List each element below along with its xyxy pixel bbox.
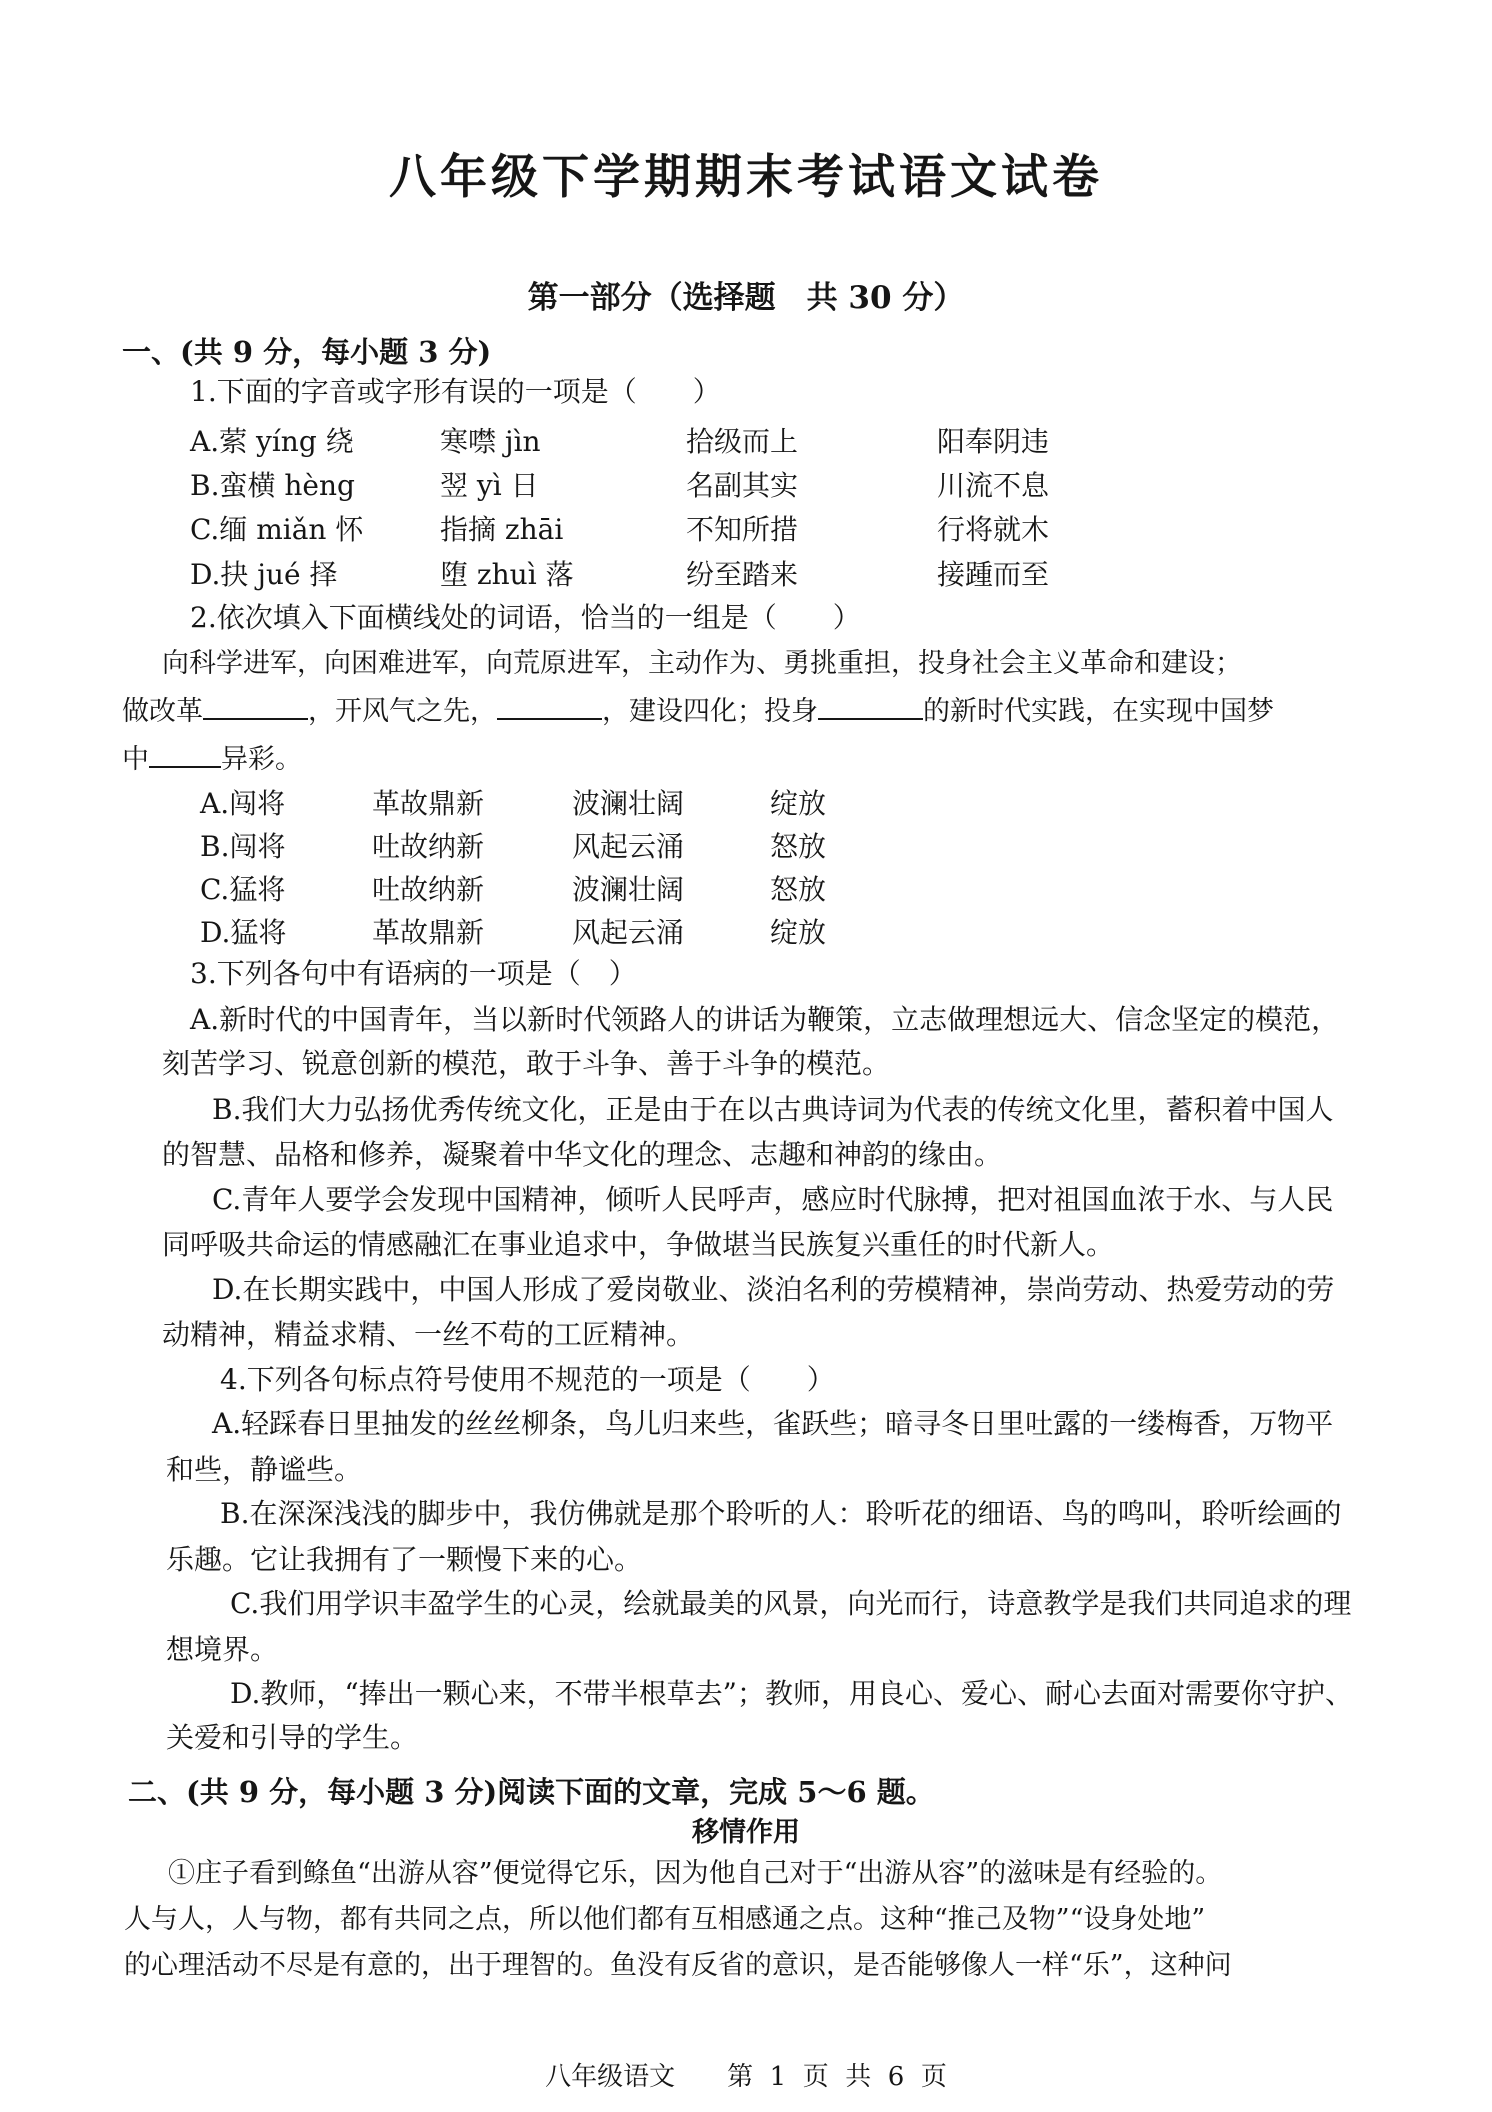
q2-option-c-1: C.猛将: [200, 873, 286, 906]
q4-option-c-line-2: 想境界。: [166, 1633, 279, 1666]
q2-blank-2: [497, 692, 602, 720]
q2-option-b-3: 风起云涌: [572, 830, 685, 863]
q3-option-d-line-1: D.在长期实践中，中国人形成了爱岗敬业、淡泊名利的劳模精神，崇尚劳动、热爱劳动的劳: [212, 1273, 1335, 1306]
q2-option-d-2: 革故鼎新: [372, 916, 485, 949]
q1-option-d-1: D.抉 jué 择: [190, 558, 338, 591]
q2-passage-line-1: 向科学进军，向困难进军，向荒原进军，主动作为、勇挑重担，投身社会主义革命和建设；: [162, 648, 1242, 679]
q3-option-c-line-2: 同呼吸共命运的情感融汇在事业追求中，争做堪当民族复兴重任的时代新人。: [162, 1228, 1115, 1261]
q2-option-c-2: 吐故纳新: [372, 873, 485, 906]
section-one-header: 一、(共 9 分，每小题 3 分): [122, 335, 492, 369]
section-two-header: 二、(共 9 分，每小题 3 分)阅读下面的文章，完成 5～6 题。: [128, 1775, 935, 1809]
q2-blank-3: [818, 692, 923, 720]
q4-option-b-line-1: B.在深深浅浅的脚步中，我仿佛就是那个聆听的人：聆听花的细语、鸟的鸣叫，聆听绘画的: [220, 1497, 1342, 1530]
q1-option-b-2: 翌 yì 日: [440, 469, 539, 502]
q2-option-a-3: 波澜壮阔: [572, 787, 685, 820]
q2-passage-line-2: [122, 692, 1274, 732]
q2-option-a-4: 绽放: [770, 787, 827, 820]
article-paragraph-line-1: ①庄子看到鲦鱼“出游从容”便觉得它乐，因为他自己对于“出游从容”的滋味是有经验的。: [168, 1858, 1223, 1889]
q2-blank-1: [203, 692, 308, 720]
q3-option-b-line-1: B.我们大力弘扬优秀传统文化，正是由于在以古典诗词为代表的传统文化里，蓄积着中国人: [212, 1093, 1334, 1126]
q1-option-b-4: 川流不息: [937, 469, 1050, 502]
q2-text-b: ，开风气之先，: [308, 696, 497, 727]
q1-option-c-3: 不知所措: [686, 513, 799, 546]
q1-option-b-1: B.蛮横 hèng: [190, 469, 355, 502]
q3-option-c-line-1: C.青年人要学会发现中国精神，倾听人民呼声，感应时代脉搏，把对祖国血浓于水、与人民: [212, 1183, 1334, 1216]
q2-blank-4: [149, 740, 221, 768]
q2-text-a: 做改革: [122, 696, 203, 727]
q2-text-e: 中: [122, 744, 149, 775]
q1-option-a-2: 寒噤 jìn: [440, 425, 541, 458]
exam-title: 八年级下学期期末考试语文试卷: [389, 150, 1103, 205]
q2-option-c-4: 怒放: [770, 873, 827, 906]
q2-option-d-1: D.猛将: [200, 916, 287, 949]
part-one-heading: 第一部分（选择题 共 30 分）: [527, 280, 965, 316]
q2-text-c: ，建设四化；投身: [602, 696, 818, 727]
q2-stem: 2.依次填入下面横线处的词语，恰当的一组是（ ）: [190, 601, 861, 634]
q2-option-a-1: A.闯将: [200, 787, 286, 820]
q1-option-c-2: 指摘 zhāi: [440, 513, 564, 546]
q2-option-b-1: B.闯将: [200, 830, 286, 863]
q4-option-a-line-2: 和些，静谧些。: [166, 1453, 363, 1486]
q2-option-d-3: 风起云涌: [572, 916, 685, 949]
q4-option-d-line-1: D.教师，“捧出一颗心来，不带半根草去”；教师，用良心、爱心、耐心去面对需要你守护、: [230, 1677, 1353, 1710]
q3-stem: 3.下列各句中有语病的一项是（ ）: [190, 957, 637, 990]
q1-option-a-3: 拾级而上: [686, 425, 799, 458]
q2-option-b-2: 吐故纳新: [372, 830, 485, 863]
q2-text-d: 的新时代实践，在实现中国梦: [923, 696, 1274, 727]
q4-option-b-line-2: 乐趣。它让我拥有了一颗慢下来的心。: [166, 1543, 643, 1576]
q1-option-d-4: 接踵而至: [937, 558, 1050, 591]
q2-option-c-3: 波澜壮阔: [572, 873, 685, 906]
q3-option-a-line-2: 刻苦学习、锐意创新的模范，敢于斗争、善于斗争的模范。: [162, 1047, 891, 1080]
q3-option-a-line-1: A.新时代的中国青年，当以新时代领路人的讲话为鞭策，立志做理想远大、信念坚定的模范，: [190, 1003, 1340, 1036]
q4-option-a-line-1: A.轻踩春日里抽发的丝丝柳条，鸟儿归来些，雀跃些；暗寻冬日里吐露的一缕梅香，万物平: [212, 1407, 1334, 1440]
q4-option-d-line-2: 关爱和引导的学生。: [166, 1721, 419, 1754]
article-title: 移情作用: [692, 1817, 800, 1848]
q1-stem: 1.下面的字音或字形有误的一项是（ ）: [190, 375, 721, 408]
q3-option-d-line-2: 动精神，精益求精、一丝不苟的工匠精神。: [162, 1318, 695, 1351]
q1-option-b-3: 名副其实: [686, 469, 799, 502]
q3-option-b-line-2: 的智慧、品格和修养，凝聚着中华文化的理念、志趣和神韵的缘由。: [162, 1138, 1003, 1171]
page-footer: 八年级语文 第 1 页 共 6 页: [545, 2062, 947, 2092]
q1-option-c-1: C.缅 miǎn 怀: [190, 513, 364, 546]
q2-text-f: 异彩。: [221, 744, 302, 775]
q2-option-d-4: 绽放: [770, 916, 827, 949]
q4-stem: 4.下列各句标点符号使用不规范的一项是（ ）: [220, 1363, 835, 1396]
q2-option-b-4: 怒放: [770, 830, 827, 863]
q4-option-c-line-1: C.我们用学识丰盈学生的心灵，绘就最美的风景，向光而行，诗意教学是我们共同追求的理: [230, 1587, 1352, 1620]
q1-option-d-3: 纷至踏来: [686, 558, 799, 591]
q2-passage-line-3: [122, 740, 302, 780]
q1-option-a-4: 阳奉阴违: [937, 425, 1050, 458]
q1-option-d-2: 堕 zhuì 落: [440, 558, 574, 591]
article-paragraph-line-2: 人与人，人与物，都有共同之点，所以他们都有互相感通之点。这种“推己及物”“设身处地”: [124, 1904, 1206, 1935]
q2-option-a-2: 革故鼎新: [372, 787, 485, 820]
q1-option-c-4: 行将就木: [937, 513, 1050, 546]
article-paragraph-line-3: 的心理活动不尽是有意的，出于理智的。鱼没有反省的意识，是否能够像人一样“乐”，这种问: [124, 1950, 1232, 1981]
q1-option-a-1: A.萦 yíng 绕: [190, 425, 354, 458]
